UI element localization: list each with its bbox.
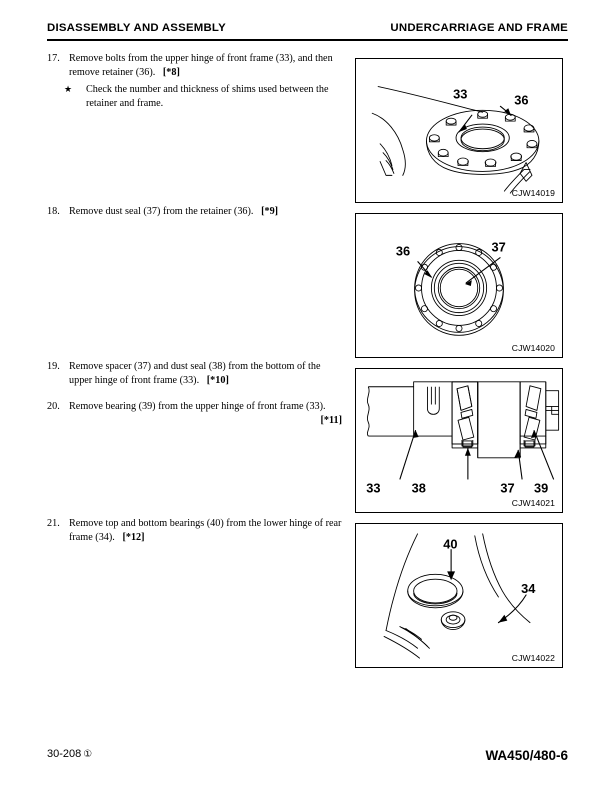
figure-cjw14021-label-39: 39 xyxy=(533,480,549,496)
step-21 xyxy=(47,517,342,544)
step-19-line2: upper hinge of front frame (33). [*10] xyxy=(69,374,229,386)
step-21-ref: [*12] xyxy=(122,531,145,543)
step-20-number: 20. xyxy=(47,401,60,412)
step-17-note-line1: Check the number and thickness of shims used between the xyxy=(86,84,329,96)
step-21-number: 21. xyxy=(47,518,60,529)
step-17 xyxy=(47,52,342,110)
step-18 xyxy=(47,205,342,219)
figure-cjw14021-label-38: 38 xyxy=(411,480,426,496)
figure-cjw14019-labels xyxy=(356,59,562,202)
figure-cjw14021-label-33: 33 xyxy=(366,480,381,496)
step-21-body xyxy=(69,517,342,544)
figure-cjw14019-caption: CJW14019 xyxy=(511,188,555,198)
figure-cjw14020-labels xyxy=(356,214,562,357)
page-number: 30-208 ① xyxy=(47,748,93,760)
figure-cjw14020-label-37: 37 xyxy=(491,239,506,255)
figure-cjw14021 xyxy=(355,368,563,513)
figure-cjw14020-caption: CJW14020 xyxy=(511,343,555,353)
figure-cjw14022 xyxy=(355,523,563,668)
step-19-number: 19. xyxy=(47,361,60,372)
figure-cjw14019-label-36: 36 xyxy=(514,92,529,108)
page-footer xyxy=(47,748,568,768)
step-18-body xyxy=(69,205,342,219)
figure-cjw14021-caption: CJW14021 xyxy=(511,498,555,508)
header-divider xyxy=(47,39,568,41)
step-18-line1: Remove dust seal (37) from the retainer (36). [*9] xyxy=(69,206,279,217)
page-mark-icon: ① xyxy=(83,749,93,760)
step-17-line2: remove retainer (36). [*8] xyxy=(69,66,180,78)
step-20-body xyxy=(69,400,342,427)
model-designation: WA450/480-6 xyxy=(485,748,568,763)
figure-cjw14022-label-40: 40 xyxy=(443,536,458,552)
figure-cjw14020-label-36: 36 xyxy=(395,243,411,259)
step-21-line1: Remove top and bottom bearings (40) from the lower hinge of rear xyxy=(69,518,342,529)
step-20 xyxy=(47,400,342,427)
step-17-body xyxy=(69,52,342,79)
step-20-ref: [*11] xyxy=(320,414,342,426)
figure-cjw14019 xyxy=(355,58,563,203)
step-17-line1: Remove bolts from the upper hinge of front frame (33), and then xyxy=(69,53,333,64)
header-left-title: DISASSEMBLY AND ASSEMBLY xyxy=(47,22,226,34)
step-20-line1: Remove bearing (39) from the upper hinge of front frame (33). xyxy=(69,401,326,412)
figure-cjw14021-label-37: 37 xyxy=(500,480,515,496)
figure-cjw14022-caption: CJW14022 xyxy=(511,653,555,663)
star-bullet-icon: ★ xyxy=(64,84,73,95)
step-18-ref: [*9] xyxy=(261,206,279,217)
step-19-ref: [*10] xyxy=(206,374,229,386)
page-header xyxy=(47,22,568,44)
step-19-line1: Remove spacer (37) and dust seal (38) from the bottom of the xyxy=(69,361,321,372)
figure-cjw14022-label-34: 34 xyxy=(521,581,536,597)
figure-cjw14020 xyxy=(355,213,563,358)
header-right-title: UNDERCARRIAGE AND FRAME xyxy=(390,22,568,34)
step-19 xyxy=(47,360,342,387)
figure-cjw14019-label-33: 33 xyxy=(453,86,468,102)
step-17-ref: [*8] xyxy=(162,66,180,78)
step-17-note xyxy=(47,83,342,110)
step-17-number: 17. xyxy=(47,53,60,64)
step-19-body xyxy=(69,360,342,387)
step-21-line2: frame (34). [*12] xyxy=(69,531,145,543)
step-17-note-line2: retainer and frame. xyxy=(86,97,164,109)
figure-cjw14021-labels xyxy=(356,369,562,512)
step-20-ref-line xyxy=(69,414,342,428)
figure-cjw14022-labels xyxy=(356,524,562,667)
step-18-number: 18. xyxy=(47,206,60,217)
